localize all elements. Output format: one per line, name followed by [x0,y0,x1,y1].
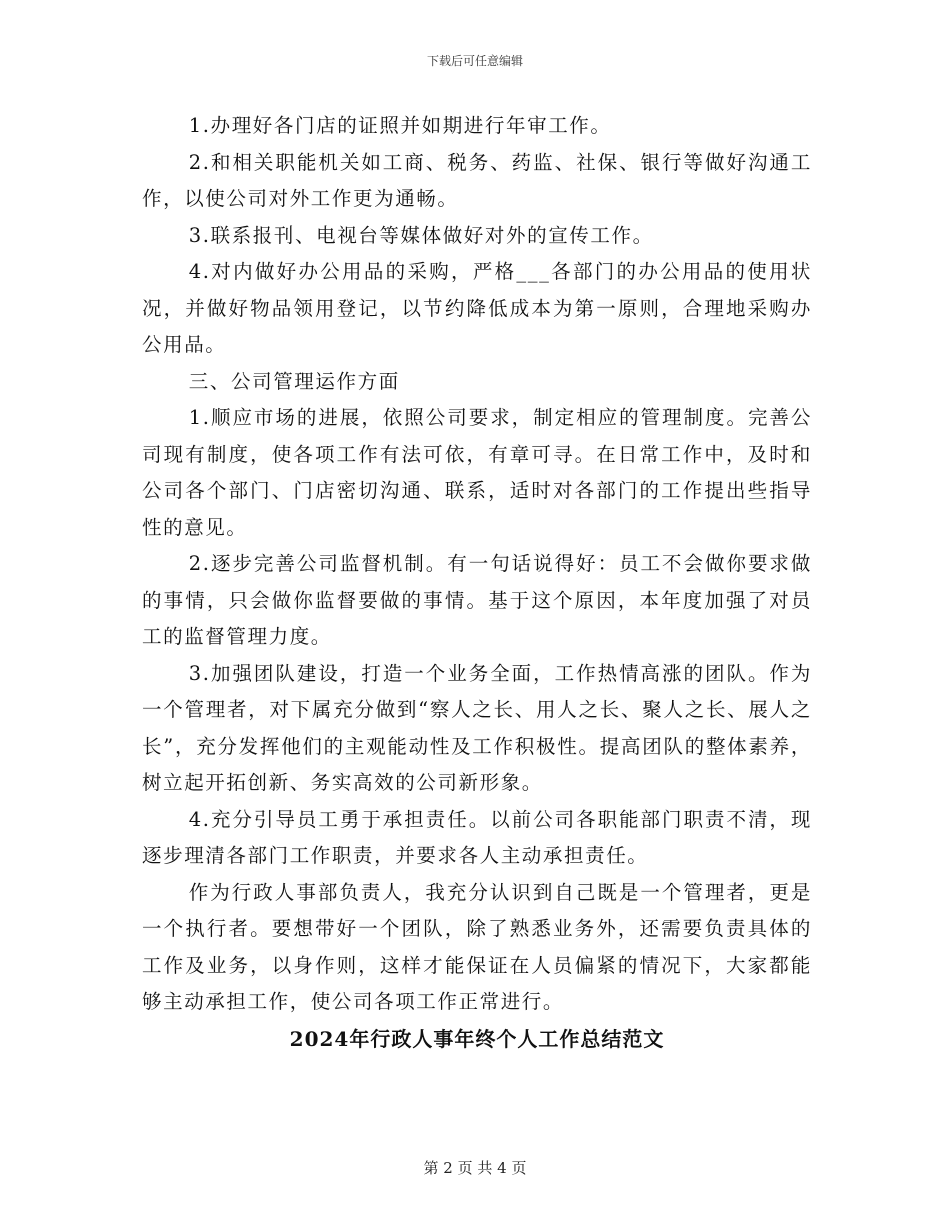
document-title: 2024年行政人事年终个人工作总结范文 [289,1026,665,1051]
paragraph-closing: 作为行政人事部负责人，我充分认识到自己既是一个管理者，更是一个执行者。要想带好一个团队，除了熟悉业务外，还需要负责具体的工作及业务，以身作则，这样才能保证在人员偏紧的情况下，大家都能够主动承担工作，使公司各项工作正常进行。 [142,880,812,1013]
page-header: 下载后可任意编辑 [426,54,523,68]
paragraph-management-1: 1.顺应市场的进展，依照公司要求，制定相应的管理制度。完善公司现有制度，使各项工作有法可依，有章可寻。在日常工作中，及时和公司各个部门、门店密切沟通、联系，适时对各部门的工作提出些指导性的意见。 [142,406,812,539]
section-heading-management: 三、公司管理运作方面 [188,369,400,393]
paragraph-item-4: 4.对内做好办公用品的采购，严格___各部门的办公用品的使用状况，并做好物品领用登记，以节约降低成本为第一原则，合理地采购办公用品。 [142,260,812,356]
paragraph-management-2: 2.逐步完善公司监督机制。有一句话说得好：员工不会做你要求做的事情，只会做你监督要做的事情。基于这个原因，本年度加强了对员工的监督管理力度。 [142,552,812,648]
page-footer: 第 2 页 共 4 页 [423,1159,527,1177]
paragraph-item-3: 3.联系报刊、电视台等媒体做好对外的宣传工作。 [188,223,654,247]
document-body [142,108,812,1057]
paragraph-item-2: 2.和相关职能机关如工商、税务、药监、社保、银行等做好沟通工作，以使公司对外工作更为通畅。 [142,150,812,210]
paragraph-item-1: 1.办理好各门店的证照并如期进行年审工作。 [188,114,612,137]
paragraph-management-4: 4.充分引导员工勇于承担责任。以前公司各职能部门职责不清，现逐步理清各部门工作职责，并要求各人主动承担责任。 [142,807,812,867]
paragraph-management-3: 3.加强团队建设，打造一个业务全面，工作热情高涨的团队。作为一个管理者，对下属充分做到“察人之长、用人之长、聚人之长、展人之长”，充分发挥他们的主观能动性及工作积极性。提高团队的整体素养，树立起开拓创新、务实高效的公司新形象。 [142,661,812,794]
